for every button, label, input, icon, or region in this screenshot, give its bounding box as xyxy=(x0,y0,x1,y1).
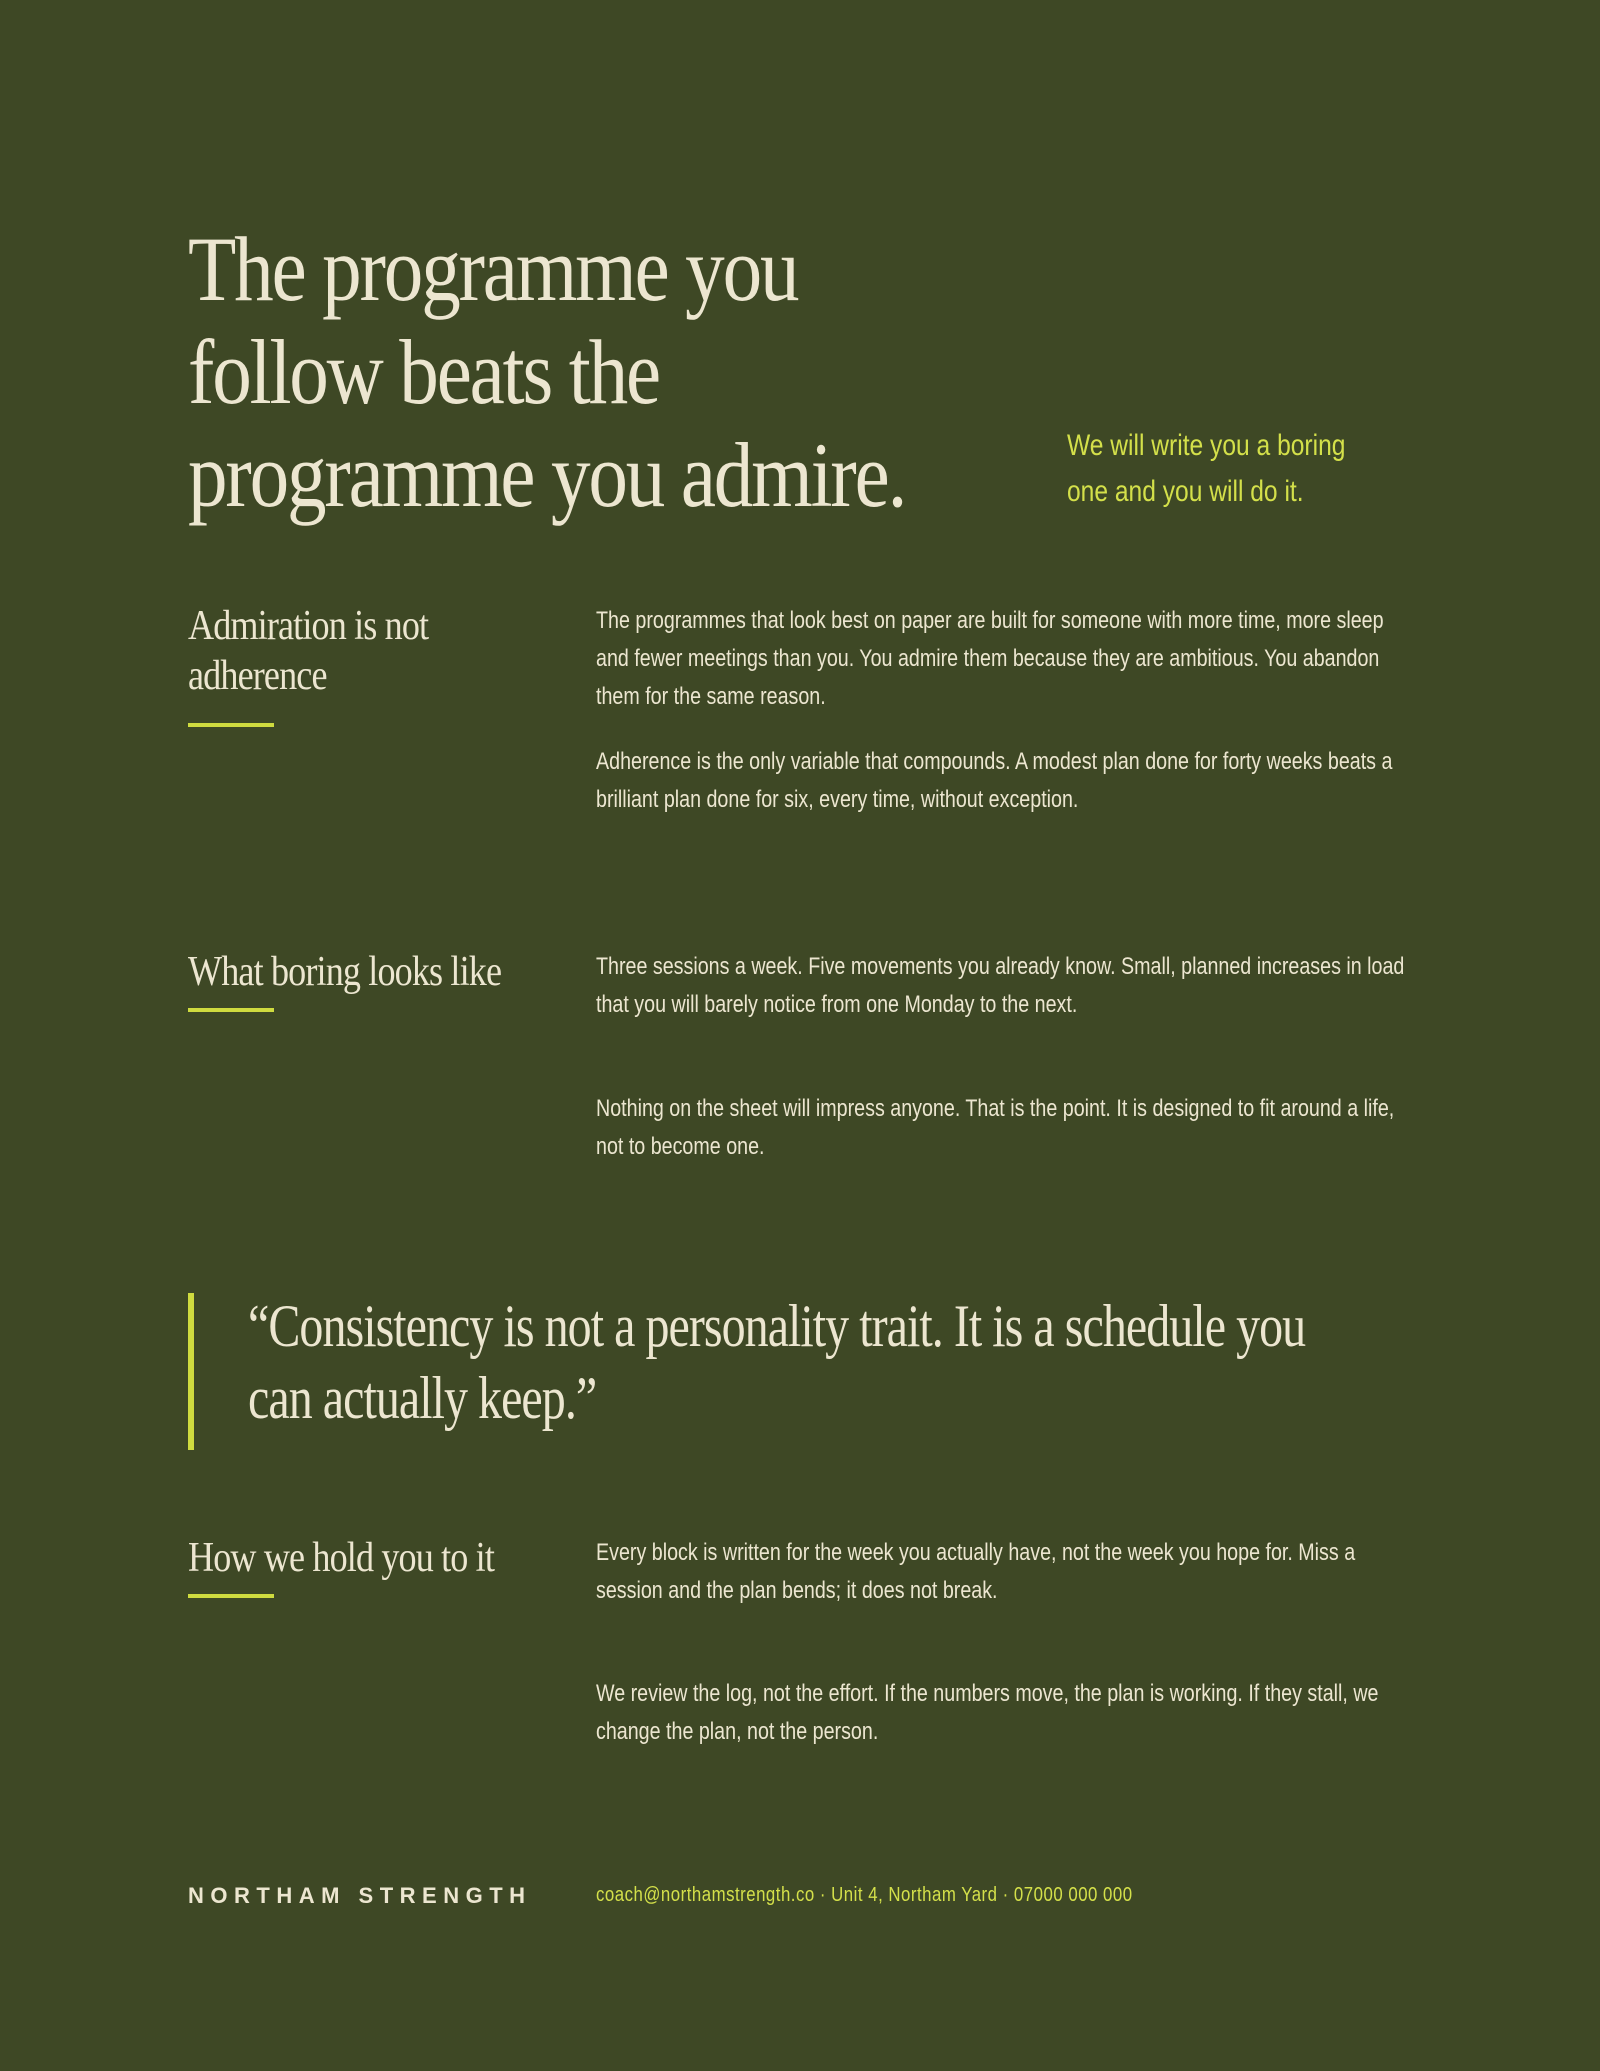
section-heading-admiration xyxy=(188,601,549,701)
section-paragraph: The programmes that look best on paper are built for someone with more time, more sleep and fewer meetings than you. You admire them because they are ambitious. You abandon them for the same reason. xyxy=(596,607,1384,710)
section-heading-line: What boring looks like xyxy=(188,949,502,995)
section-paragraph: Every block is written for the week you actually have, not the week you hope for. Miss a session and the plan bends; it does not break. xyxy=(596,1539,1356,1604)
contact-details: coach@northamstrength.co · Unit 4, Northam Yard · 07000 000 000 xyxy=(596,1884,1133,1906)
hero-title-line: The programme you xyxy=(188,218,798,320)
section-accent-rule xyxy=(188,1008,274,1012)
section-paragraph: Adherence is the only variable that compounds. A modest plan done for forty weeks beats a brilliant plan done for six, every time, without exception. xyxy=(596,748,1393,813)
hero-title xyxy=(188,218,928,527)
section-paragraph: Three sessions a week. Five movements you already know. Small, planned increases in load that you will barely notice from one Monday to the next. xyxy=(596,953,1405,1018)
hero-aside-line: We will write you a boring xyxy=(1067,429,1346,462)
hero-title-line: follow beats the xyxy=(188,321,659,423)
section-heading-hold xyxy=(188,1533,549,1583)
section-accent-rule xyxy=(188,723,274,727)
hero-aside xyxy=(1067,423,1362,515)
section-paragraph: We review the log, not the effort. If the numbers move, the plan is working. If they stall, we change the plan, not the person. xyxy=(596,1680,1379,1745)
pull-quote: “Consistency is not a personality trait. It is a schedule you can actually keep.” xyxy=(248,1293,1306,1431)
section-accent-rule xyxy=(188,1594,274,1598)
section-heading-line: How we hold you to it xyxy=(188,1535,494,1581)
page xyxy=(188,0,1412,2071)
section-paragraph: Nothing on the sheet will impress anyone. That is the point. It is designed to fit around a life, not to become one. xyxy=(596,1095,1395,1160)
section-heading-boring xyxy=(188,947,549,997)
hero-title-line: programme you admire. xyxy=(188,424,906,526)
section-heading-line: Admiration is not xyxy=(188,603,429,649)
hero-aside-line: one and you will do it. xyxy=(1067,475,1304,508)
section-heading-line: adherence xyxy=(188,653,327,699)
brand-wordmark: NORTHAM STRENGTH xyxy=(188,1883,532,1908)
quote-accent-bar xyxy=(188,1293,194,1450)
